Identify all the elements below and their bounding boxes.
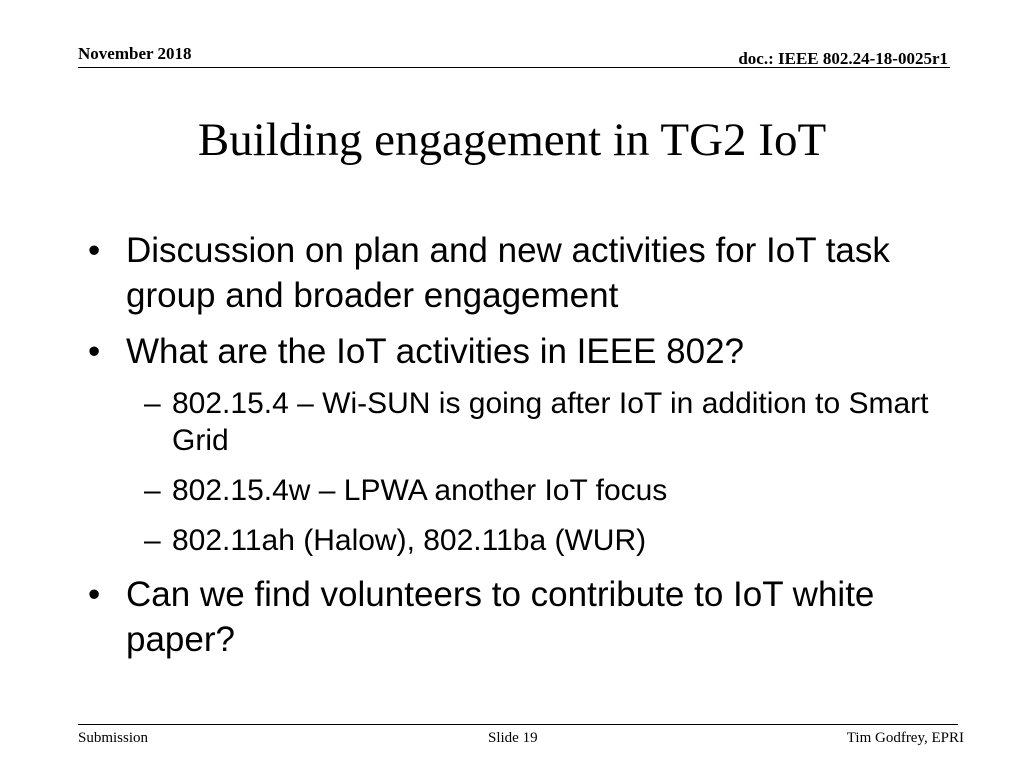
bullet-marker: • [88, 231, 101, 270]
slide-body [78, 228, 958, 673]
subbullet-text: 802.15.4w – LPWA another IoT focus [172, 474, 668, 507]
subbullet-item [78, 385, 958, 459]
subbullet-text: 802.11ah (Halow), 802.11ba (WUR) [172, 524, 647, 557]
subbullet-marker: – [144, 524, 161, 557]
subbullet-text: 802.15.4 – Wi-SUN is going after IoT in addition to Smart Grid [172, 387, 929, 457]
footer-divider [78, 724, 958, 725]
slide-title: Building engagement in TG2 IoT [197, 114, 827, 166]
header-date: November 2018 [78, 44, 192, 63]
bullet-text: Discussion on plan and new activities for IoT task group and broader engagement [126, 231, 890, 315]
bullet-text: Can we find volunteers to contribute to IoT white paper? [126, 575, 875, 659]
bullet-item [78, 329, 958, 374]
header-divider [78, 67, 950, 68]
footer-slide-number: Slide 19 [488, 730, 538, 746]
subbullet-marker: – [144, 387, 161, 420]
header-document-id: doc.: IEEE 802.24-18-0025r1 [738, 49, 948, 68]
bullet-item [78, 572, 958, 662]
subbullet-item [78, 522, 958, 559]
bullet-text: What are the IoT activities in IEEE 802? [126, 332, 745, 371]
bullet-marker: • [88, 575, 101, 614]
bullet-item [78, 228, 958, 318]
bullet-marker: • [88, 332, 101, 371]
subbullet-marker: – [144, 474, 161, 507]
footer-submission: Submission [78, 730, 149, 746]
footer-author: Tim Godfrey, EPRI [846, 730, 964, 746]
subbullet-item [78, 472, 958, 509]
